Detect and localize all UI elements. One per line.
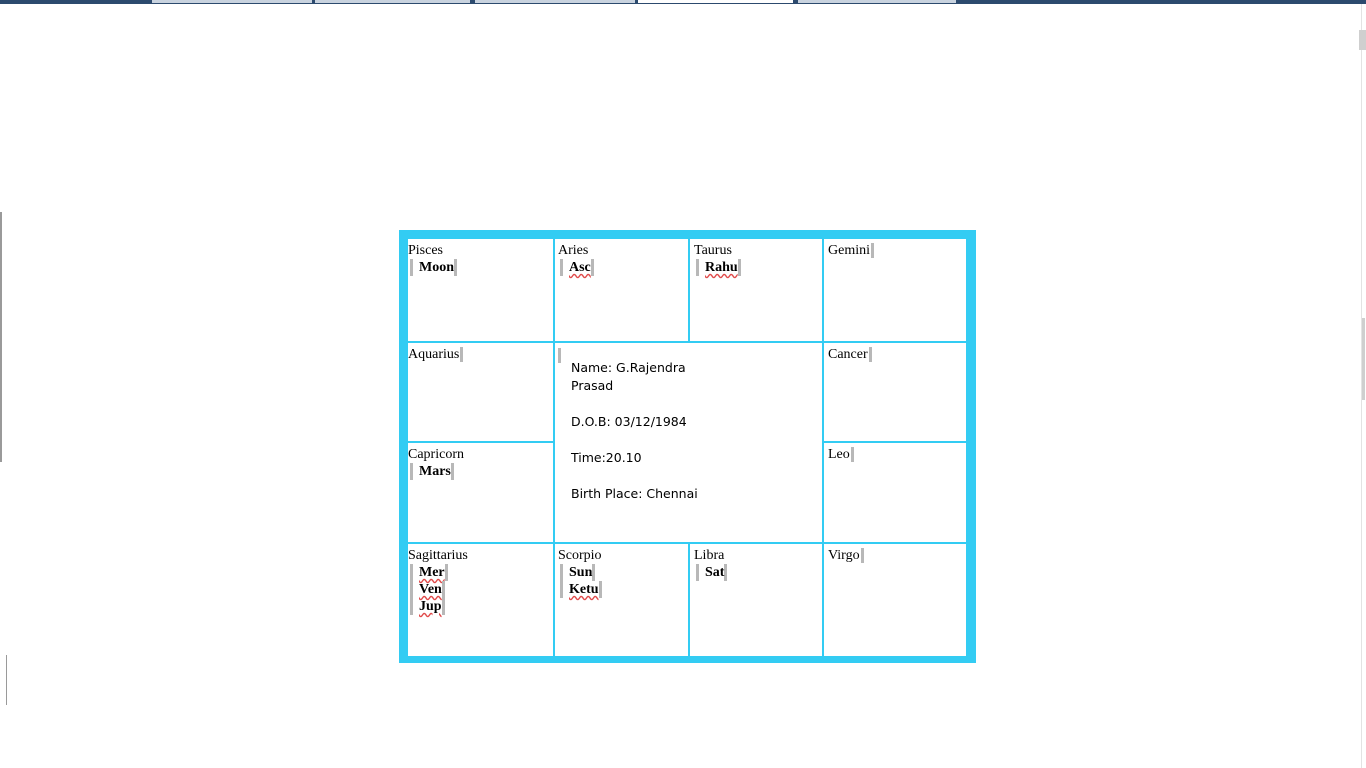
house-aries[interactable] (555, 239, 688, 341)
sign-label: Virgo (828, 548, 860, 563)
house-cancer[interactable] (824, 343, 966, 441)
house-aquarius[interactable] (408, 343, 553, 441)
info-dob: D.O.B: 03/12/1984 (571, 414, 687, 429)
planet-label: Mer (410, 564, 448, 581)
chart-grid (408, 239, 966, 656)
planet-label: Ketu (560, 581, 602, 598)
planet-label: Sat (696, 564, 727, 581)
window-tab[interactable] (475, 0, 635, 3)
house-scorpio[interactable] (555, 544, 688, 656)
sign-label: Aquarius (408, 347, 460, 362)
house-gemini[interactable] (824, 239, 966, 341)
house-libra[interactable] (690, 544, 822, 656)
sign-label: Taurus (694, 243, 732, 258)
scrollbar-thumb[interactable] (1362, 318, 1365, 400)
cursor-marker (558, 348, 561, 363)
cursor-marker (869, 347, 872, 362)
info-name-cont: Prasad (571, 378, 614, 393)
scrollbar-button[interactable] (1359, 30, 1366, 50)
planet-label: Moon (410, 259, 457, 276)
house-leo[interactable] (824, 443, 966, 542)
window-tab[interactable] (152, 0, 312, 3)
house-pisces[interactable] (408, 239, 553, 341)
planet-label: Jup (410, 598, 445, 615)
sign-label: Leo (828, 447, 850, 462)
horoscope-chart (399, 230, 976, 663)
house-capricorn[interactable] (408, 443, 553, 542)
sign-label: Scorpio (558, 548, 602, 563)
window-tab[interactable] (315, 0, 470, 3)
sign-label: Capricorn (408, 447, 464, 462)
info-name: Name: G.Rajendra (571, 360, 686, 375)
sign-label: Cancer (828, 347, 868, 362)
sign-label: Aries (558, 243, 589, 258)
left-ruler-mark (6, 655, 7, 705)
window-tab[interactable] (798, 0, 956, 3)
left-ruler-mark (0, 212, 2, 462)
info-time: Time:20.10 (571, 450, 642, 465)
info-birth-place: Birth Place: Chennai (571, 486, 698, 501)
cursor-marker (871, 243, 874, 258)
cursor-marker (460, 347, 463, 362)
house-sagittarius[interactable] (408, 544, 553, 656)
house-virgo[interactable] (824, 544, 966, 656)
birth-info-panel[interactable] (555, 343, 822, 542)
cursor-marker (861, 548, 864, 563)
planet-label: Mars (410, 463, 454, 480)
sign-label: Libra (694, 548, 725, 563)
planet-label: Sun (560, 564, 595, 581)
cursor-marker (851, 447, 854, 462)
sign-label: Gemini (828, 243, 870, 258)
planet-label: Rahu (696, 259, 741, 276)
house-taurus[interactable] (690, 239, 822, 341)
planet-label: Ven (410, 581, 445, 598)
sign-label: Sagittarius (408, 548, 468, 563)
planet-label: Asc (560, 259, 594, 276)
window-tab-active[interactable] (638, 0, 793, 3)
sign-label: Pisces (408, 243, 443, 258)
